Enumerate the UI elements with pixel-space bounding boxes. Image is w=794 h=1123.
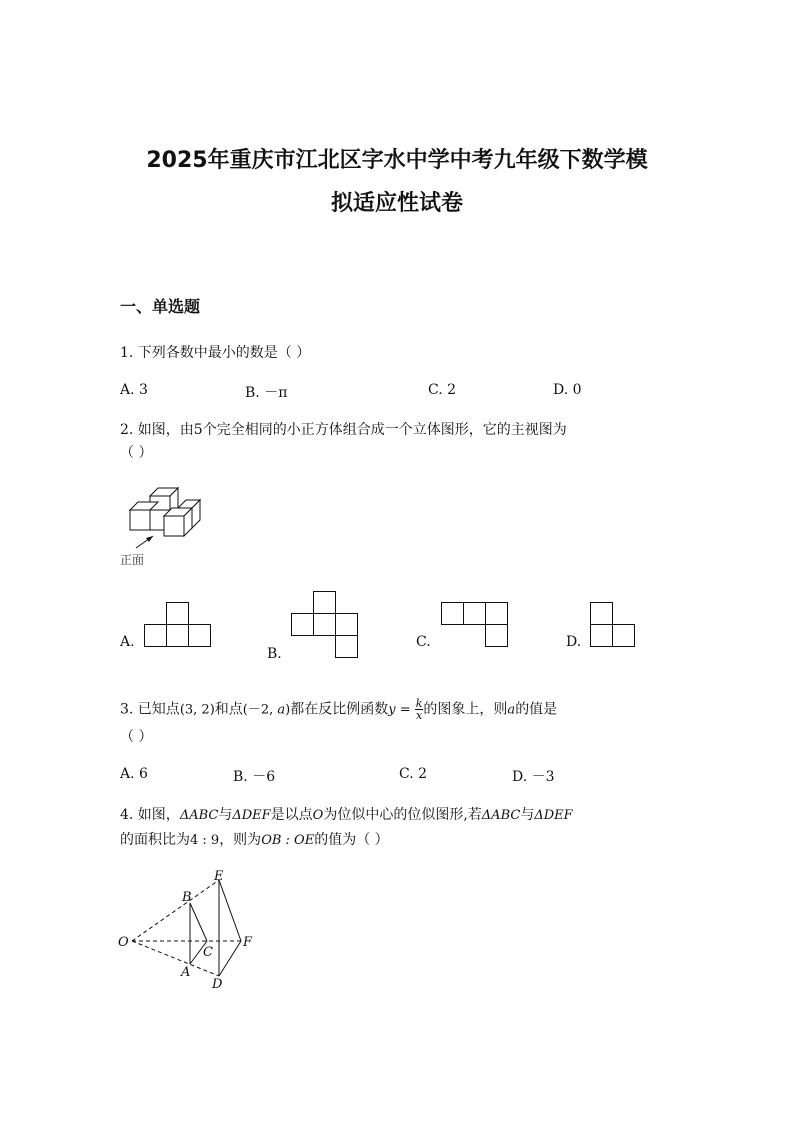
q4-point-o: O bbox=[312, 808, 324, 823]
q3-text-3: 都在反比例函数 bbox=[290, 701, 389, 718]
q3-option-b: B. －6 bbox=[233, 769, 276, 785]
q4-text-8: 的值为（ ） bbox=[314, 832, 389, 848]
q3-stem bbox=[120, 698, 557, 721]
q4-triangle-def: ΔDEF bbox=[232, 808, 271, 823]
q2-option-c-label: C. bbox=[416, 634, 431, 650]
q4-text-5: 与 bbox=[520, 807, 535, 823]
q3-func-k: k bbox=[415, 697, 423, 710]
q4-label-f: F bbox=[243, 935, 253, 950]
q3-text-5: 的值是 bbox=[515, 701, 558, 718]
q1-option-a: A. 3 bbox=[120, 382, 148, 398]
q4-triangle-def-2: ΔDEF bbox=[534, 808, 573, 823]
q3-var-a: a bbox=[507, 702, 516, 718]
q4-label-c: C bbox=[203, 945, 213, 960]
q2-option-d-figure bbox=[589, 601, 639, 649]
q3-point-2b: a bbox=[277, 702, 286, 718]
q4-text-6: 的面积比为 bbox=[120, 832, 190, 848]
q4-triangle-abc-2: ΔABC bbox=[481, 808, 521, 823]
q4-triangle-abc: ΔABC bbox=[179, 808, 219, 823]
q4-text-7: ，则为 bbox=[219, 832, 262, 848]
q3-option-c: C. 2 bbox=[399, 766, 428, 782]
q3-option-a: A. 6 bbox=[120, 766, 148, 782]
q2-paren: （ ） bbox=[120, 445, 153, 461]
q2-option-b-figure bbox=[290, 590, 362, 662]
q4-label-e: E bbox=[214, 869, 224, 884]
q3-point-1: (3, 2) bbox=[179, 702, 215, 718]
q3-paren: （ ） bbox=[120, 729, 153, 745]
q2-option-a-label: A. bbox=[120, 634, 135, 650]
q2-option-d-label: D. bbox=[566, 634, 582, 650]
q3-text-4: 的图象上，则 bbox=[423, 701, 508, 718]
q1-stem: 1. 下列各数中最小的数是（ ） bbox=[120, 345, 311, 361]
q4-text-1: 4. 如图， bbox=[120, 807, 180, 823]
q4-label-b: B bbox=[182, 890, 192, 905]
q1-option-d: D. 0 bbox=[553, 382, 582, 398]
q4-ratio: 4 : 9 bbox=[190, 833, 220, 848]
q4-text-3: 是以点 bbox=[270, 807, 313, 823]
q4-figure bbox=[115, 866, 265, 994]
q1-option-c: C. 2 bbox=[428, 382, 457, 398]
q3-text-2: 和点 bbox=[214, 701, 243, 718]
q4-ob-oe: OB : OE bbox=[261, 833, 315, 848]
q3-func-y: y bbox=[388, 702, 396, 718]
page-title-line1: 2025年重庆市江北区字水中学中考九年级下数学模 bbox=[146, 148, 648, 173]
q3-text-1: 3. 已知点 bbox=[120, 701, 180, 718]
q4-stem-line1 bbox=[120, 804, 573, 824]
q2-option-a-figure bbox=[143, 601, 213, 649]
section-heading: 一、单选题 bbox=[120, 297, 201, 316]
q4-text-2: 与 bbox=[218, 807, 233, 823]
q4-text-4: 为位似中心的位似图形,若 bbox=[323, 807, 482, 823]
q4-label-d: D bbox=[212, 977, 223, 992]
page-title-line2: 拟适应性试卷 bbox=[330, 191, 463, 216]
q4-label-o: O bbox=[118, 935, 129, 950]
q2-front-label: 正面 bbox=[120, 553, 145, 567]
q2-option-b-label: B. bbox=[267, 646, 282, 662]
q4-label-a: A bbox=[181, 965, 191, 980]
q4-stem-line2 bbox=[120, 829, 389, 849]
q3-point-2a: (－2, bbox=[242, 702, 278, 718]
q3-func-eq: = bbox=[395, 702, 415, 718]
q3-option-d: D. －3 bbox=[512, 769, 555, 785]
q2-stem: 2. 如图，由5个完全相同的小正方体组合成一个立体图形，它的主视图为 bbox=[120, 422, 567, 438]
q1-option-b: B. －π bbox=[245, 385, 288, 401]
q3-point-2c: ) bbox=[285, 702, 291, 718]
q2-option-c-figure bbox=[440, 601, 512, 649]
q3-func-x: x bbox=[415, 709, 423, 722]
